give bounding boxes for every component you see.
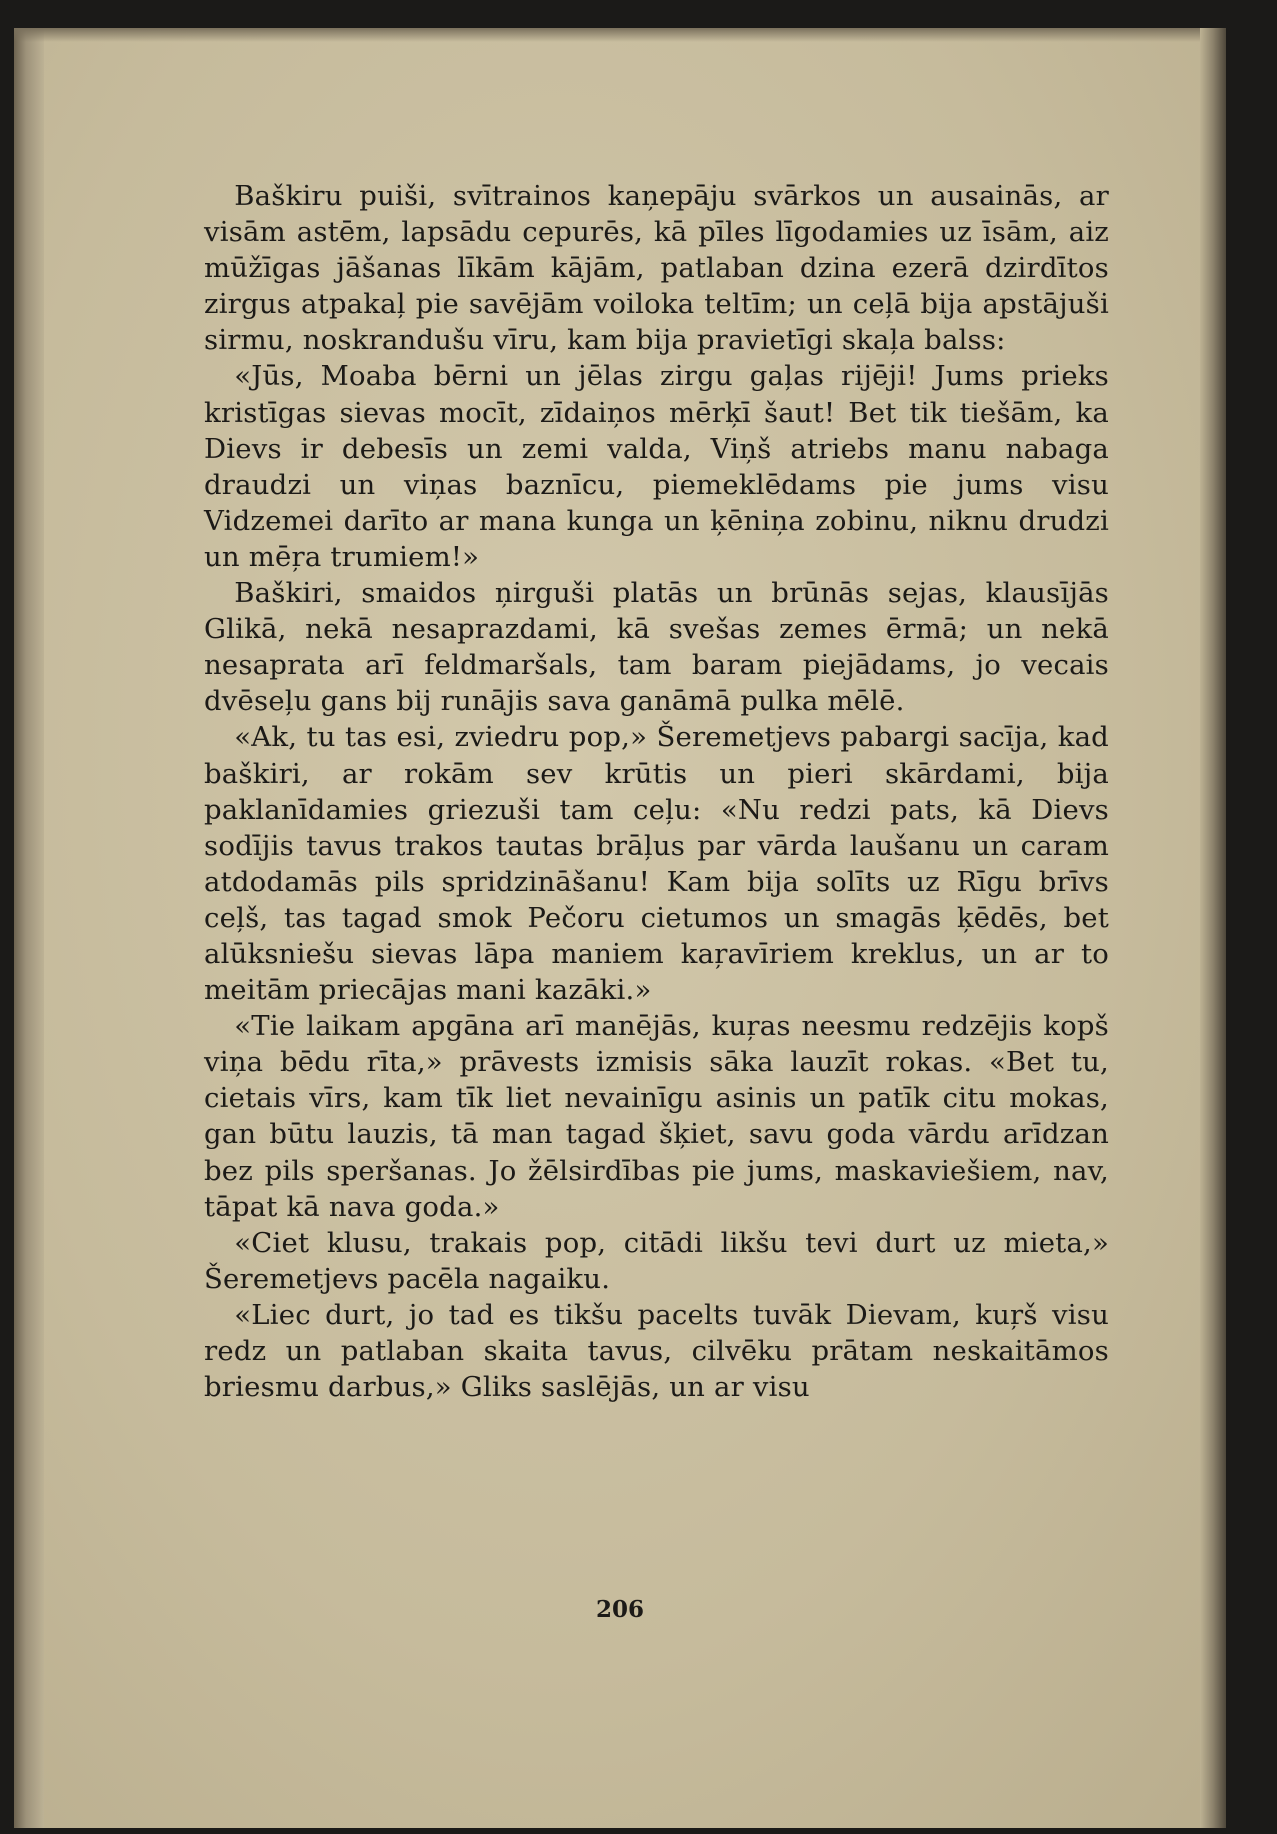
- paragraph: «Ciet klusu, trakais pop, citādi likšu tevi durt uz mieta,» Šeremetjevs pacēla nagaiku.: [204, 1226, 1109, 1295]
- page-left-edge: [14, 28, 44, 1828]
- paragraph: «Jūs, Moaba bērni un jēlas zirgu gaļas rijēji! Jums prieks kristīgas sievas mocīt, zīdaiņos mērķī šaut! Bet tik tiešām, ka Dievs ir debesīs un zemi valda, Viņš atriebs manu nabaga draudzi un viņas baznīcu, piemeklēdams pie jums visu Vidzemei darīto ar mana kunga un ķēniņa zobinu, niknu drudzi un mēŗa trumiem!»: [204, 360, 1109, 573]
- paragraph: «Liec durt, jo tad es tikšu pacelts tuvāk Dievam, kuŗš visu redz un patlaban skaita tavus, cilvēku prātam neskaitāmos briesmu darbus,» Gliks saslējās, un ar visu: [204, 1298, 1109, 1404]
- page-number: 206: [595, 1596, 644, 1623]
- paragraph: Baškiri, smaidos ņirguši platās un brūnās sejas, klausījās Glikā, nekā nesaprazdami, kā svešas zemes ērmā; un nekā nesaprata arī feldmaršals, tam baram piejādams, jo vecais dvēseļu gans bij runājis sava ganāmā pulka mēlē.: [204, 577, 1109, 718]
- paragraph: «Tie laikam apgāna arī manējās, kuŗas neesmu redzējis kopš viņa bēdu rīta,» prāvests izmisis sāka lauzīt rokas. «Bet tu, cietais vīrs, kam tīk liet nevainīgu asinis un patīk citu mokas, gan būtu lauzis, tā man tagad šķiet, savu goda vārdu arīdzan bez pils speršanas. Jo žēlsirdības pie jums, maskaviešiem, nav, tāpat kā nava goda.»: [204, 1010, 1109, 1223]
- book-gutter: [1200, 28, 1226, 1828]
- book-page: [14, 28, 1226, 1828]
- paragraph: «Ak, tu tas esi, zviedru pop,» Šeremetjevs pabargi sacīja, kad baškiri, ar rokām sev krūtis un pieri skārdami, bija paklanīdamies griezuši tam ceļu: «Nu redzi pats, kā Dievs sodījis tavus trakos tautas brāļus par vārda laušanu un caram atdodamās pils spridzināšanu! Kam bija solīts uz Rīgu brīvs ceļš, tas tagad smok Pečoru cietumos un smagās ķēdēs, bet alūksniešu sievas lāpa maniem kaŗavīriem kreklus, un ar to meitām priecājas mani kazāki.»: [204, 721, 1109, 1007]
- paragraph: Baškiru puiši, svītrainos kaņepāju svārkos un ausainās, ar visām astēm, lapsādu cepurēs, kā pīles līgodamies uz īsām, aiz mūžīgas jāšanas līkām kājām, patlaban dzina ezerā dzirdītos zirgus atpakaļ pie savējām voiloka teltīm; un ceļā bija apstājuši sirmu, noskrandušu vīru, kam bija pravietīgi skaļa balss:: [204, 180, 1109, 357]
- body-text: [204, 178, 1109, 1405]
- page-top-edge: [14, 28, 1226, 42]
